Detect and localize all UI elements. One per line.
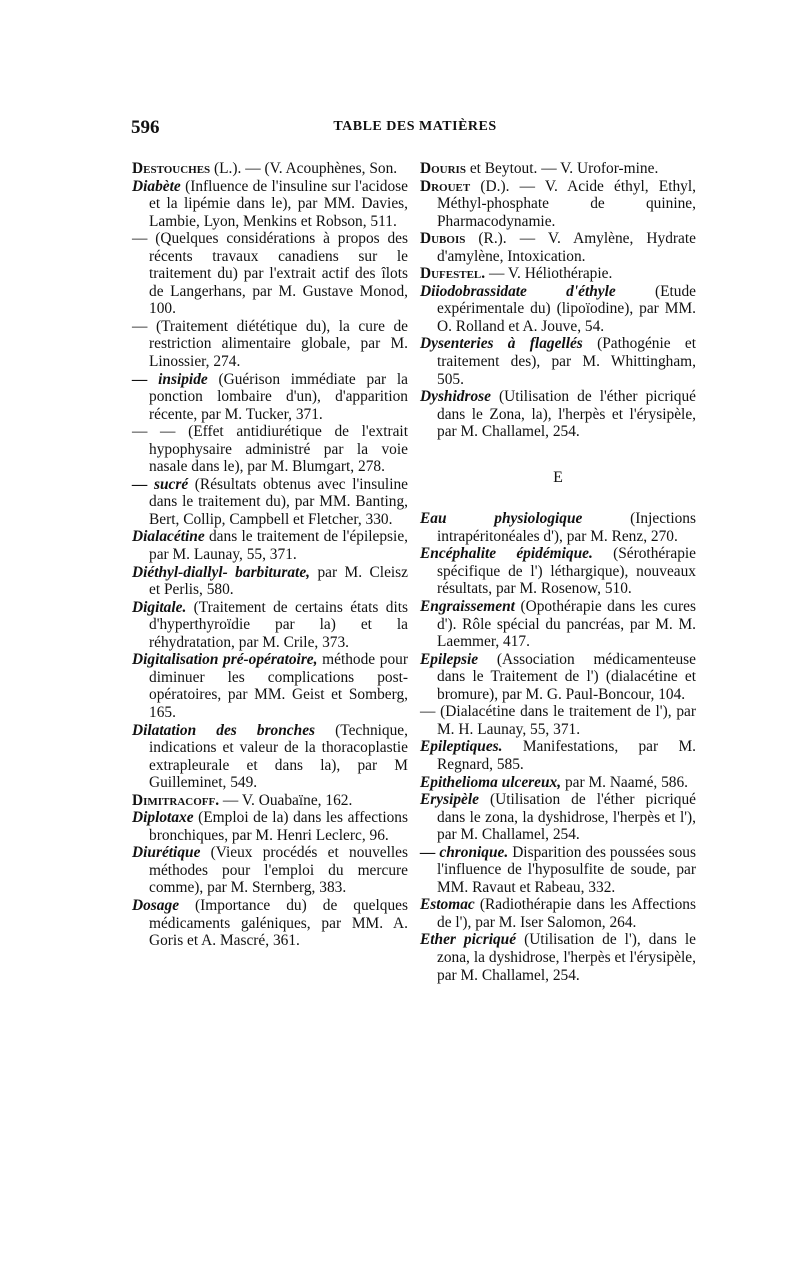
entry-text: — — (Effet antidiurétique de l'extrait hypophysaire administré par la voie nasale dans le), par M. Blumgart, 278. xyxy=(132,423,408,476)
entry-text: Disparition des poussées sous l'influence de l'hyposulfite de soude, par MM. Ravaut et Rabeau, 332. xyxy=(437,843,696,896)
index-entry xyxy=(132,897,408,950)
index-entry xyxy=(420,178,696,231)
entry-text: (Etude expérimentale du) (lipoïodine), par MM. O. Rolland et A. Jouve, 54. xyxy=(437,282,696,335)
entry-heading: Diplotaxe xyxy=(132,809,194,827)
entry-text: (Radiothérapie dans les Affections de l'), par M. Iser Salomon, 264. xyxy=(437,896,696,931)
index-entry xyxy=(420,335,696,388)
index-entry xyxy=(420,651,696,704)
entry-text: (Association médicamenteuse dans le Traitement de l') (dialacétine et bromure), par M. G. Paul-Boncour, 104. xyxy=(437,650,696,703)
index-entry xyxy=(132,844,408,897)
entry-text: dans le traitement de l'épilepsie, par M. Launay, 55, 371. xyxy=(149,528,408,564)
index-entry xyxy=(420,265,696,283)
entry-heading: Diéthyl-diallyl- barbiturate, xyxy=(132,563,311,581)
index-entry xyxy=(420,703,696,738)
index-entry xyxy=(420,283,696,336)
entry-text: par M. Naamé, 586. xyxy=(561,773,689,791)
index-entry xyxy=(132,371,408,424)
entry-text: (R.). — V. Amylène, Hydrate d'amylène, Intoxication. xyxy=(437,230,696,265)
entry-text: — V. Ouabaïne, 162. xyxy=(219,791,353,809)
entry-text: — (Traitement diététique du), la cure de restriction alimentaire globale, par M. Linossier, 274. xyxy=(132,317,408,371)
index-entry xyxy=(420,160,696,178)
entry-text: (Guérison immédiate par la ponction lombaire d'un), d'apparition récente, par M. Tucker, 371. xyxy=(149,370,409,423)
entry-text: (Vieux procédés et nouvelles méthodes pour l'emploi du mercure comme), par M. Sternberg, 383. xyxy=(149,844,408,897)
entry-text: et Beytout. — V. Urofor-mine. xyxy=(465,160,659,177)
entry-heading: Douris xyxy=(420,160,466,177)
index-entry xyxy=(420,774,696,792)
entry-text: méthode pour diminuer les complications post-opératoires, par MM. Geist et Somberg, 165. xyxy=(149,651,408,721)
entry-heading: Diiodobrassidate d'éthyle xyxy=(420,282,616,300)
entry-heading: Ether picriqué xyxy=(420,931,517,949)
index-entry xyxy=(132,722,408,792)
entry-heading: Diabète xyxy=(132,177,181,195)
entry-text: (Utilisation de l'), dans le zona, la dyshidrose, l'herpès et l'érysipèle, par M. Challamel, 254. xyxy=(437,931,696,984)
entry-heading: Destouches xyxy=(132,160,211,177)
entry-text: (Traitement de certains états dits d'hyperthyroïdie par la) et la réhydratation, par M. Crile, 373. xyxy=(149,598,408,651)
index-entry xyxy=(132,178,408,231)
entry-text: (Résultats obtenus avec l'insuline dans le traitement du), par MM. Banting, Bert, Collip, Campbell et Fletcher, 330. xyxy=(149,475,408,528)
entry-heading: Dilatation des bronches xyxy=(132,721,316,739)
running-title: TABLE DES MATIÈRES xyxy=(333,119,497,134)
entry-heading: Dosage xyxy=(132,896,180,914)
entry-text: — (Quelques considérations à propos des récents travaux canadiens sur le traitement du) par l'extrait actif des îlots de Langerhans, par M. Gustave Monod, 100. xyxy=(132,230,408,318)
entry-text: (Technique, indications et valeur de la thoracoplastie extrapleurale et dans la), par M Guilleminet, 549. xyxy=(149,721,408,792)
index-entry xyxy=(420,738,696,773)
index-entry xyxy=(132,160,408,178)
index-entry xyxy=(420,230,696,265)
index-entry xyxy=(132,792,408,810)
entry-heading: Dyshidrose xyxy=(420,388,491,406)
entry-text: — V. Héliothérapie. xyxy=(485,265,613,283)
index-entry xyxy=(420,388,696,441)
index-entry xyxy=(420,844,696,897)
entry-text: Manifestations, par M. Regnard, 585. xyxy=(437,738,696,773)
entry-heading: Dysenteries à flagellés xyxy=(420,335,583,353)
index-entry xyxy=(420,896,696,931)
page-number: 596 xyxy=(131,117,160,138)
index-column-right xyxy=(420,160,696,984)
entry-text: — (Dialacétine dans le traitement de l'), par M. H. Launay, 55, 371. xyxy=(420,703,696,738)
section-letter: E xyxy=(553,468,563,486)
entry-heading: Dimitracoff. xyxy=(132,791,220,809)
entry-text: (Injections intrapéritonéales d'), par M. Renz, 270. xyxy=(437,510,696,545)
entry-heading: Dialacétine xyxy=(132,528,205,546)
index-entry xyxy=(420,791,696,844)
entry-heading: — insipide xyxy=(132,370,208,388)
index-entry xyxy=(132,423,408,476)
entry-heading: Estomac xyxy=(420,896,475,914)
entry-heading: Erysipèle xyxy=(420,791,479,809)
entry-text: (D.). — V. Acide éthyl, Ethyl, Méthyl-phosphate de quinine, Pharmacodynamie. xyxy=(437,177,696,230)
index-column-left xyxy=(132,160,408,950)
entry-heading: Epilepsie xyxy=(420,650,479,668)
entry-text: (Opothérapie dans les cures d'). Rôle spécial du pancréas, par M. M. Laemmer, 417. xyxy=(437,598,696,651)
entry-heading: Dubois xyxy=(420,230,466,248)
entry-text: (Sérothérapie spécifique de l') léthargique), nouveaux résultats, par M. Rosenow, 510. xyxy=(437,545,696,598)
index-entry xyxy=(420,598,696,651)
index-entry xyxy=(132,230,408,318)
index-entry xyxy=(132,318,408,371)
index-entry xyxy=(132,651,408,721)
entry-heading: Engraissement xyxy=(420,598,515,616)
entry-text: par M. Cleisz et Perlis, 580. xyxy=(149,563,408,599)
entry-heading: Diurétique xyxy=(132,844,201,862)
entry-heading: Epileptiques. xyxy=(420,738,503,756)
index-entry xyxy=(132,599,408,652)
entry-text: (L.). — (V. Acouphènes, Son. xyxy=(210,160,398,177)
entry-heading: Dufestel. xyxy=(420,265,486,283)
entry-text: (Pathogénie et traitement des), par M. Whittingham, 505. xyxy=(437,335,696,388)
index-entry xyxy=(132,476,408,529)
index-entry xyxy=(420,545,696,598)
index-entry xyxy=(132,809,408,844)
index-entry xyxy=(420,510,696,545)
entry-heading: Epithelioma ulcereux, xyxy=(420,773,562,791)
entry-heading: Eau physiologique xyxy=(420,510,583,528)
entry-heading: Digitalisation pré-opératoire, xyxy=(132,651,318,669)
index-entry xyxy=(420,931,696,984)
entry-heading: — chronique. xyxy=(420,843,509,861)
entry-text: (Influence de l'insuline sur l'acidose et la lipémie dans le), par MM. Davies, Lambie, Lyon, Menkins et Robson, 511. xyxy=(149,177,408,230)
entry-text: (Utilisation de l'éther picriqué dans le Zona, la), l'herpès et l'érysipèle, par M. Challamel, 254. xyxy=(437,388,696,441)
entry-text: (Emploi de la) dans les affections bronchiques, par M. Henri Leclerc, 96. xyxy=(149,809,408,844)
entry-heading: — sucré xyxy=(132,475,189,493)
entry-text: (Utilisation de l'éther picriqué dans le zona, la dyshidrose, l'herpès et l'), par M. Challamel, 254. xyxy=(437,791,696,844)
index-entry xyxy=(132,564,408,599)
index-entry xyxy=(132,528,408,563)
entry-text: (Importance du) de quelques médicaments galéniques, par MM. A. Goris et A. Mascré, 361. xyxy=(149,896,408,950)
entry-heading: Drouet xyxy=(420,177,471,195)
entry-heading: Encéphalite épidémique. xyxy=(420,545,593,563)
entry-heading: Digitale. xyxy=(132,598,187,616)
